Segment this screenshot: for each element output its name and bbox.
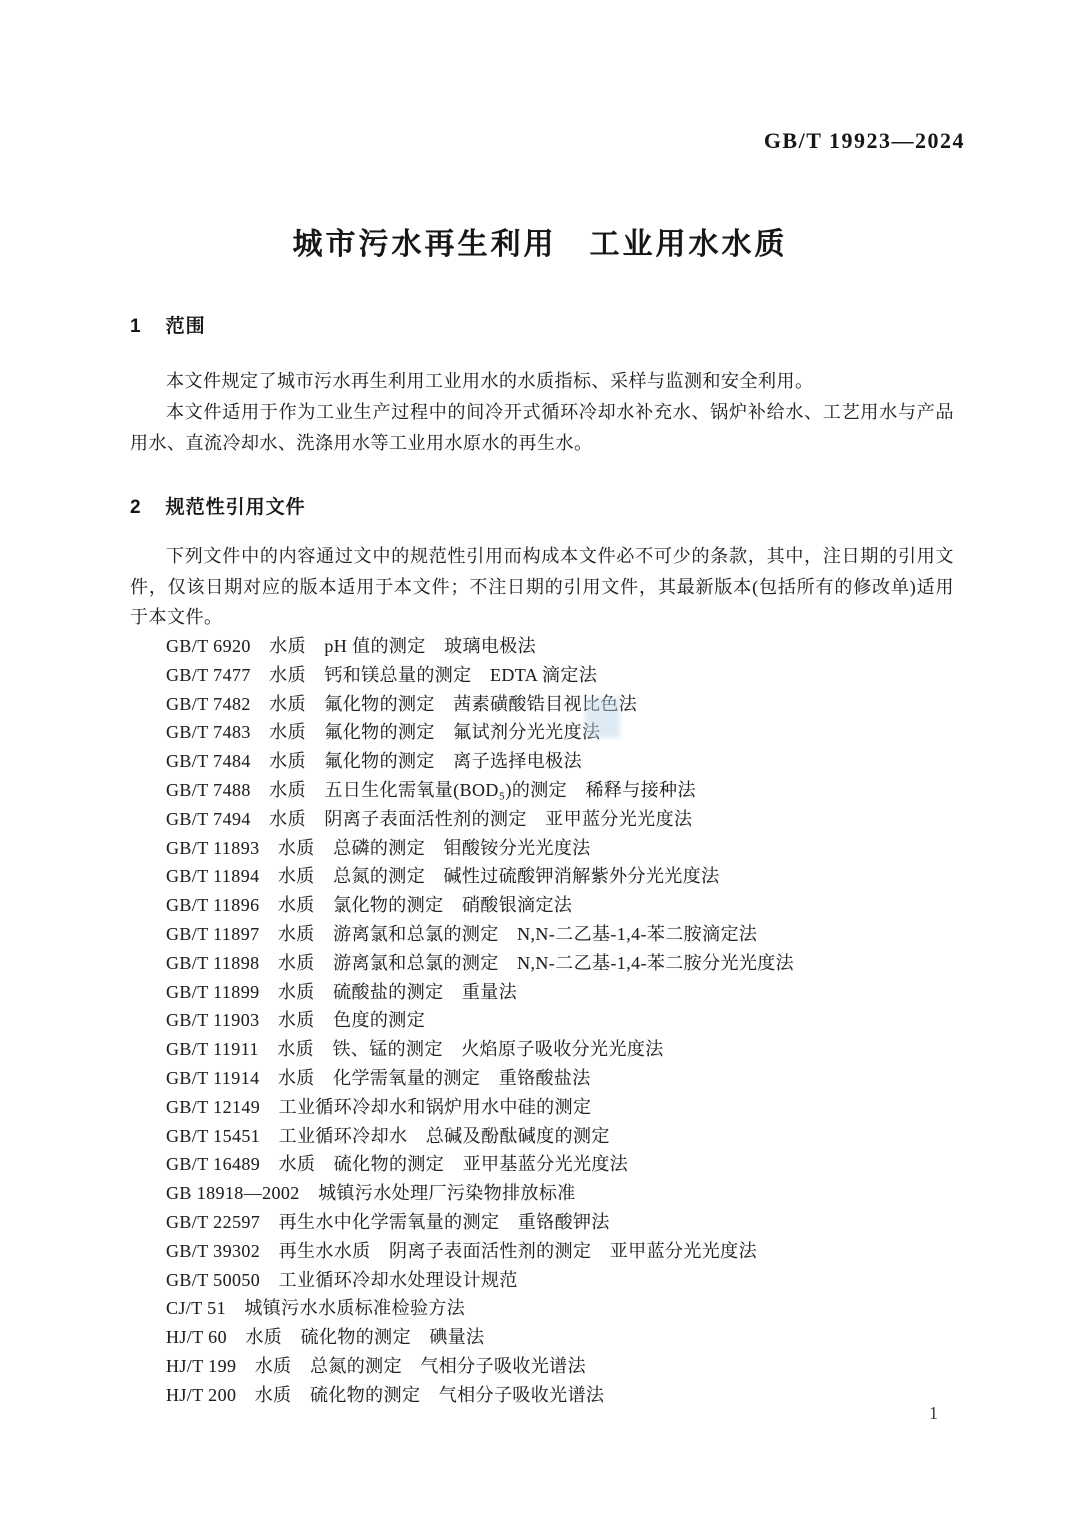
reference-item: GB/T 11893 水质 总磷的测定 钼酸铵分光光度法 — [166, 837, 591, 858]
reference-item: GB/T 11898 水质 游离氯和总氯的测定 N,N-二乙基-1,4-苯二胺分光光度法 — [166, 952, 795, 973]
reference-item: GB/T 15451 工业循环冷却水 总碱及酚酞碱度的测定 — [166, 1125, 610, 1146]
references-intro-paragraph: 下列文件中的内容通过文中的规范性引用而构成本文件必不可少的条款，其中，注日期的引用文件，仅该日期对应的版本适用于本文件；不注日期的引用文件，其最新版本(包括所有的修改单)适用于本文件。 — [130, 546, 954, 627]
watermark-stain — [585, 698, 620, 738]
reference-item: GB/T 7494 水质 阴离子表面活性剂的测定 亚甲蓝分光光度法 — [166, 808, 693, 829]
reference-item: HJ/T 199 水质 总氮的测定 气相分子吸收光谱法 — [166, 1355, 586, 1376]
reference-item: GB/T 39302 再生水水质 阴离子表面活性剂的测定 亚甲蓝分光光度法 — [166, 1240, 757, 1261]
reference-item: GB/T 12149 工业循环冷却水和锅炉用水中硅的测定 — [166, 1096, 592, 1117]
reference-item: GB/T 11899 水质 硫酸盐的测定 重量法 — [166, 981, 518, 1002]
reference-item: GB/T 16489 水质 硫化物的测定 亚甲基蓝分光光度法 — [166, 1154, 629, 1175]
reference-item: GB/T 11896 水质 氯化物的测定 硝酸银滴定法 — [166, 895, 573, 916]
reference-item: GB/T 7483 水质 氟化物的测定 氟试剂分光光度法 — [166, 722, 601, 743]
reference-item: GB/T 7477 水质 钙和镁总量的测定 EDTA 滴定法 — [166, 664, 598, 685]
reference-item: GB/T 11894 水质 总氮的测定 碱性过硫酸钾消解紫外分光光度法 — [166, 866, 720, 887]
section-heading-text: 范围 — [165, 316, 206, 337]
scope-paragraph-2: 本文件适用于作为工业生产过程中的间冷开式循环冷却水补充水、锅炉补给水、工艺用水与产品用水、直流冷却水、洗涤用水等工业用水原水的再生水。 — [130, 402, 954, 453]
reference-item: GB/T 7484 水质 氟化物的测定 离子选择电极法 — [166, 751, 582, 772]
reference-item: CJ/T 51 城镇污水水质标准检验方法 — [166, 1298, 466, 1319]
reference-item: GB/T 7482 水质 氟化物的测定 茜素磺酸锆目视比色法 — [166, 693, 638, 714]
reference-item: GB/T 22597 再生水中化学需氧量的测定 重铬酸钾法 — [166, 1211, 610, 1232]
reference-item: GB 18918—2002 城镇污水处理厂污染物排放标准 — [166, 1183, 576, 1204]
reference-item: HJ/T 200 水质 硫化物的测定 气相分子吸收光谱法 — [166, 1384, 605, 1405]
reference-item: GB/T 11911 水质 铁、锰的测定 火焰原子吸收分光光度法 — [166, 1039, 664, 1060]
reference-item: GB/T 11914 水质 化学需氧量的测定 重铬酸盐法 — [166, 1067, 591, 1088]
reference-item: GB/T 7488 水质 五日生化需氧量(BOD₅)的测定 稀释与接种法 — [166, 779, 696, 800]
section-heading-references — [130, 492, 306, 519]
section-number: 2 — [130, 497, 142, 518]
reference-item: HJ/T 60 水质 硫化物的测定 碘量法 — [166, 1327, 485, 1348]
reference-item: GB/T 11897 水质 游离氯和总氯的测定 N,N-二乙基-1,4-苯二胺滴定法 — [166, 923, 758, 944]
reference-list — [130, 632, 970, 1410]
reference-item: GB/T 11903 水质 色度的测定 — [166, 1010, 426, 1031]
document-title: 城市污水再生利用 工业用水水质 — [292, 228, 788, 261]
scope-paragraph-1: 本文件规定了城市污水再生利用工业用水的水质指标、采样与监测和安全利用。 — [166, 371, 814, 391]
reference-item: GB/T 50050 工业循环冷却水处理设计规范 — [166, 1269, 518, 1290]
section-heading-scope — [130, 311, 206, 338]
reference-item: GB/T 6920 水质 pH 值的测定 玻璃电极法 — [166, 636, 537, 656]
section-number: 1 — [130, 316, 142, 337]
section-heading-text: 规范性引用文件 — [165, 497, 306, 518]
page-number: 1 — [929, 1403, 938, 1423]
standard-number: GB/T 19923—2024 — [763, 128, 965, 153]
